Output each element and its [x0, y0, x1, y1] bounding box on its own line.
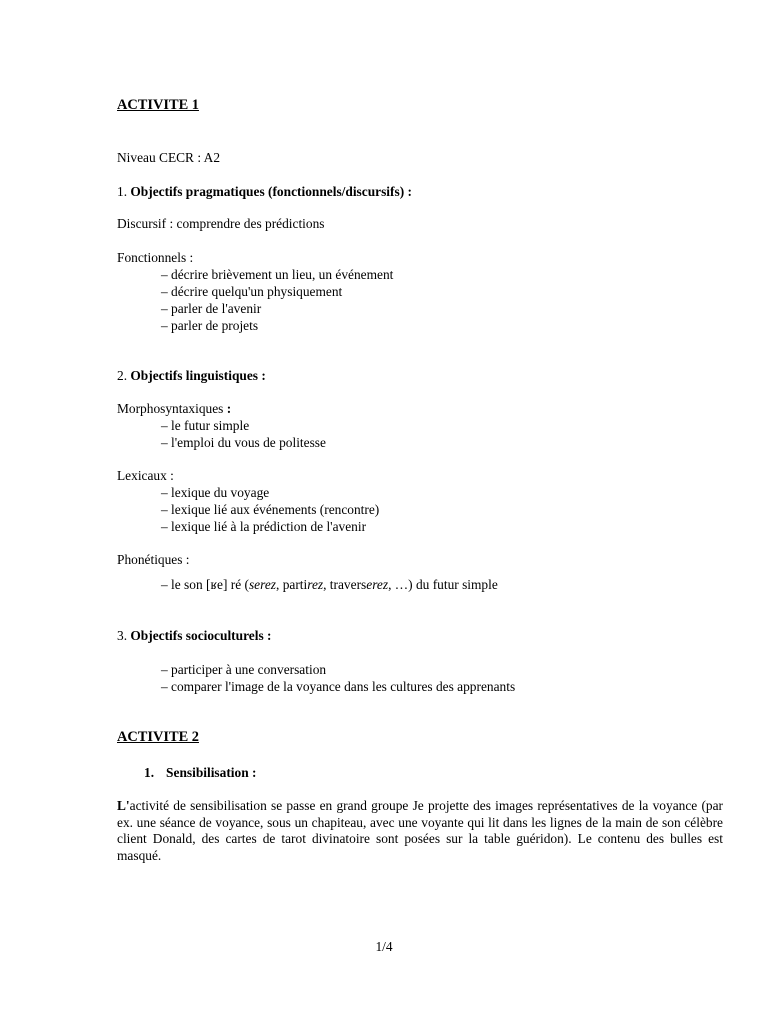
section3-title: Objectifs socioculturels : — [130, 628, 272, 643]
morpho-colon: : — [226, 401, 232, 416]
section2-title: Objectifs linguistiques : — [130, 368, 266, 383]
list-item: – comparer l'image de la voyance dans les cultures des apprenants — [161, 679, 516, 694]
morpho-label-text: Morphosyntaxiques — [117, 401, 227, 416]
list-item: – le futur simple — [161, 418, 250, 433]
section3-number: 3. — [117, 628, 131, 643]
discursif-line: Discursif : comprendre des prédictions — [117, 216, 325, 231]
section1-title: Objectifs pragmatiques (fonctionnels/discursifs) : — [130, 184, 412, 199]
section2-number: 2. — [117, 368, 131, 383]
phonetique-item — [161, 576, 498, 593]
phonetique-text: , parti — [276, 577, 308, 592]
list-item: – l'emploi du vous de politesse — [161, 435, 326, 450]
phonetique-word: serez — [248, 577, 276, 592]
list-item: – décrire brièvement un lieu, un événement — [161, 267, 394, 282]
list-item: – lexique lié à la prédiction de l'avenir — [161, 519, 367, 534]
list-item: – lexique lié aux événements (rencontre) — [161, 502, 380, 517]
phonetique-word: rez — [307, 577, 324, 592]
morpho-label — [117, 400, 231, 417]
fonctionnels-label: Fonctionnels : — [117, 250, 194, 265]
sensibilisation-heading — [144, 764, 256, 781]
section1-number: 1. — [117, 184, 131, 199]
page-number: 1/4 — [375, 939, 393, 954]
section1-heading — [117, 183, 412, 200]
sensibilisation-title: Sensibilisation : — [166, 765, 257, 780]
phonetiques-label: Phonétiques : — [117, 552, 190, 567]
activite2-heading: ACTIVITE 2 — [117, 729, 199, 745]
list-item: – participer à une conversation — [161, 662, 327, 677]
phonetique-text: , travers — [323, 577, 367, 592]
phonetique-word: erez — [366, 577, 389, 592]
niveau-line: Niveau CECR : A2 — [117, 150, 221, 165]
phonetique-text: , …) du futur simple — [388, 577, 498, 592]
activite1-heading: ACTIVITE 1 — [117, 97, 199, 113]
paragraph-rest: activité de sensibilisation se passe en grand groupe Je projette des images représentatives de la voyance (par ex. une séance de voyance, sous un chapiteau, avec une voyante qui lit dans les lignes de la main de son célèbre client Donald, des cartes de tarot divinatoire sont posées sur la table guéridon). Le contenu des bulles est masqué. — [117, 798, 723, 863]
section2-heading — [117, 367, 266, 384]
lexicaux-label: Lexicaux : — [117, 468, 174, 483]
list-item: – parler de projets — [161, 318, 259, 333]
phonetique-text: – le son [ʁe] ré ( — [161, 577, 249, 592]
list-item: – décrire quelqu'un physiquement — [161, 284, 343, 299]
section3-heading — [117, 627, 271, 644]
list-item: – parler de l'avenir — [161, 301, 262, 316]
sensibilisation-paragraph — [117, 798, 723, 864]
sensibilisation-number: 1. — [144, 765, 155, 780]
list-item: – lexique du voyage — [161, 485, 270, 500]
paragraph-first: L' — [117, 798, 130, 813]
